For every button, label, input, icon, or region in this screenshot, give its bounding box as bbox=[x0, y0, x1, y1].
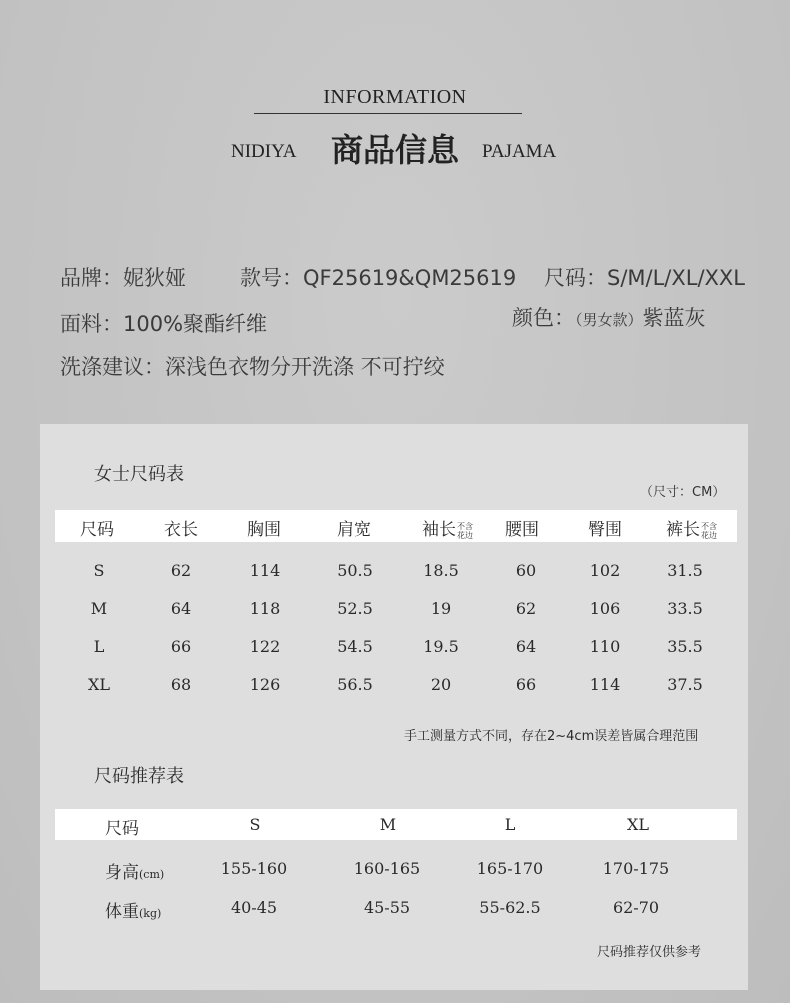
cell: 64 bbox=[170, 599, 192, 618]
cell: 155-160 bbox=[220, 859, 288, 878]
type-en: PAJAMA bbox=[482, 141, 557, 162]
cell: 19 bbox=[430, 599, 452, 618]
cell: 55-62.5 bbox=[479, 898, 541, 917]
style-number: 款号：QF25619&QM25619 bbox=[240, 266, 517, 290]
color-info bbox=[512, 302, 706, 332]
cell: 50.5 bbox=[337, 561, 373, 580]
womens-table-title: 女士尺码表 bbox=[94, 464, 184, 485]
weight-unit: (kg) bbox=[139, 907, 162, 920]
weight-label bbox=[105, 897, 161, 922]
rec-header-size: 尺码 bbox=[105, 819, 139, 839]
header-size: 尺码 bbox=[80, 520, 114, 540]
cell: 54.5 bbox=[337, 637, 373, 656]
header-shoulder: 肩宽 bbox=[337, 520, 371, 540]
height-unit: (cm) bbox=[139, 868, 165, 881]
header-pants-length bbox=[666, 515, 717, 540]
cell: 110 bbox=[589, 637, 621, 656]
cell: 118 bbox=[249, 599, 281, 618]
pants-note-line2: 花边 bbox=[701, 530, 717, 540]
recommend-note: 尺码推荐仅供参考 bbox=[597, 945, 702, 960]
header-chest: 胸围 bbox=[247, 520, 281, 540]
weight-label-text: 体重 bbox=[105, 902, 139, 922]
rec-header-s: S bbox=[249, 815, 261, 834]
brand-info: 品牌：妮狄娅 bbox=[60, 266, 186, 290]
cell: 114 bbox=[249, 561, 281, 580]
title-divider bbox=[254, 113, 522, 114]
cell: 66 bbox=[515, 675, 537, 694]
pants-lace-note bbox=[701, 522, 717, 540]
header-sleeve-label: 袖长 bbox=[422, 520, 456, 540]
cell: 64 bbox=[515, 637, 537, 656]
header-pants-label: 裤长 bbox=[666, 520, 700, 540]
cell: 20 bbox=[430, 675, 452, 694]
cell: 62-70 bbox=[612, 898, 660, 917]
cell: 114 bbox=[589, 675, 621, 694]
color-label: 颜色： bbox=[512, 306, 575, 330]
color-note: （男女款） bbox=[575, 311, 643, 329]
height-label-text: 身高 bbox=[105, 863, 139, 883]
sizes-info: 尺码：S/M/L/XL/XXL bbox=[544, 266, 746, 290]
cell: 52.5 bbox=[337, 599, 373, 618]
pants-note-line1: 不含 bbox=[701, 521, 717, 531]
cell: 45-55 bbox=[363, 898, 411, 917]
cell: M bbox=[90, 599, 108, 618]
rec-header-xl: XL bbox=[626, 815, 649, 834]
cell: 62 bbox=[170, 561, 192, 580]
header-sleeve bbox=[422, 515, 473, 540]
sleeve-note-line2: 花边 bbox=[457, 530, 473, 540]
cell: 68 bbox=[170, 675, 192, 694]
cell: 165-170 bbox=[476, 859, 544, 878]
womens-header-bar bbox=[55, 510, 737, 542]
measurement-note: 手工测量方式不同，存在2~4cm误差皆属合理范围 bbox=[404, 729, 699, 744]
cell: 56.5 bbox=[337, 675, 373, 694]
cell: 35.5 bbox=[667, 637, 703, 656]
brand-en: NIDIYA bbox=[231, 141, 297, 162]
cell: S bbox=[93, 561, 105, 580]
cell: 40-45 bbox=[230, 898, 278, 917]
cell: 62 bbox=[515, 599, 537, 618]
unit-note: （尺寸：CM） bbox=[640, 485, 726, 500]
cell: 19.5 bbox=[423, 637, 459, 656]
cell: 170-175 bbox=[602, 859, 670, 878]
cell: 102 bbox=[589, 561, 621, 580]
sleeve-lace-note bbox=[457, 522, 473, 540]
cell: 18.5 bbox=[423, 561, 459, 580]
cell: 37.5 bbox=[667, 675, 703, 694]
fabric-info: 面料：100%聚酯纤维 bbox=[60, 312, 268, 336]
cell: 66 bbox=[170, 637, 192, 656]
cell: 60 bbox=[515, 561, 537, 580]
height-label bbox=[105, 858, 164, 883]
main-title: 商品信息 bbox=[331, 131, 460, 169]
sleeve-note-line1: 不含 bbox=[457, 521, 473, 531]
rec-header-m: M bbox=[379, 815, 397, 834]
header-waist: 腰围 bbox=[505, 520, 539, 540]
header-length: 衣长 bbox=[164, 520, 198, 540]
cell: 31.5 bbox=[667, 561, 703, 580]
cell: 160-165 bbox=[353, 859, 421, 878]
color-value: 紫蓝灰 bbox=[642, 306, 706, 330]
rec-header-l: L bbox=[504, 815, 516, 834]
cell: 122 bbox=[249, 637, 281, 656]
info-title: INFORMATION bbox=[323, 86, 467, 108]
cell: 106 bbox=[589, 599, 621, 618]
recommend-table-title: 尺码推荐表 bbox=[94, 766, 184, 787]
cell: 33.5 bbox=[667, 599, 703, 618]
cell: L bbox=[93, 637, 105, 656]
header-hip: 臀围 bbox=[588, 520, 622, 540]
washing-info: 洗涤建议：深浅色衣物分开洗涤 不可拧绞 bbox=[60, 355, 445, 379]
cell: 126 bbox=[249, 675, 281, 694]
cell: XL bbox=[87, 675, 110, 694]
